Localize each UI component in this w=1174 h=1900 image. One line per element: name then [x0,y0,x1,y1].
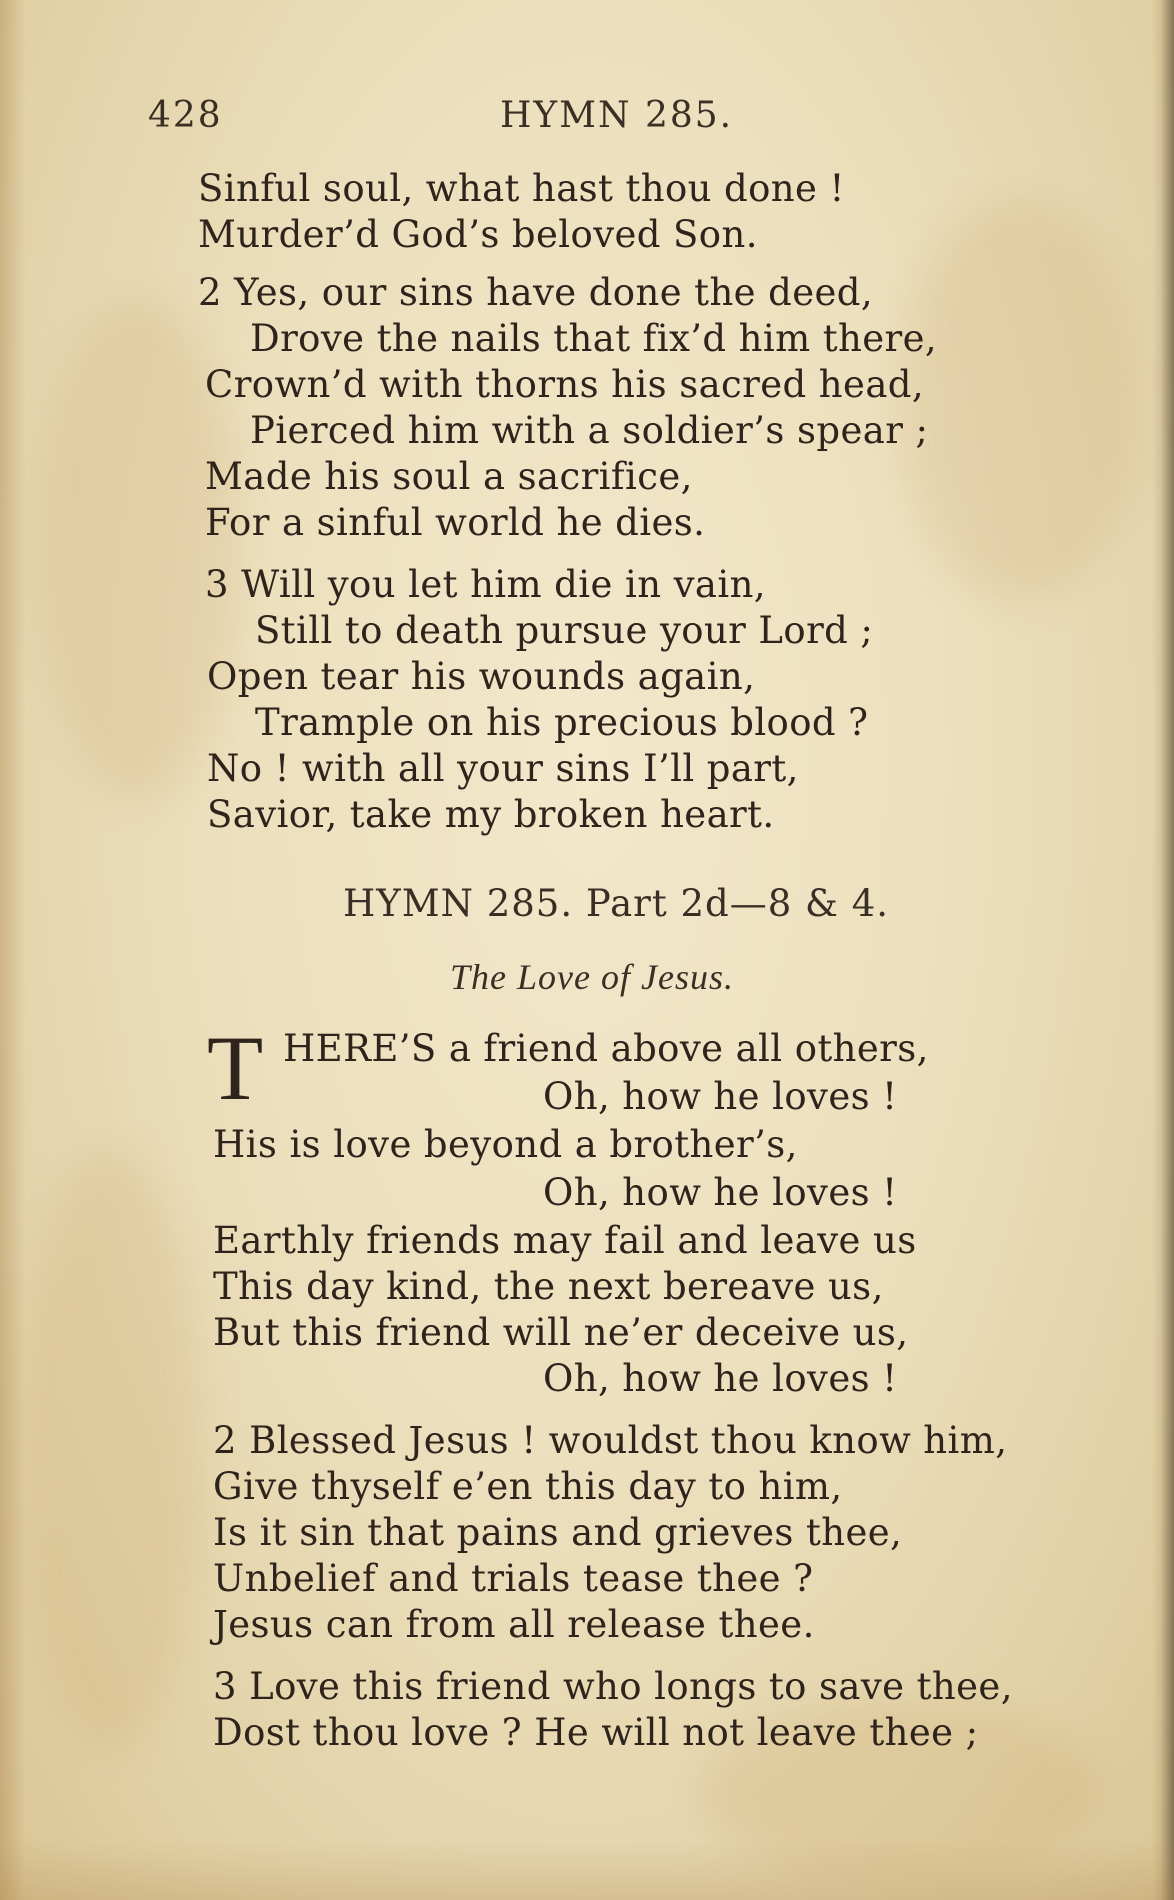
verse-line: Savior, take my broken heart. [207,793,775,836]
verse-line: Dost thou love ? He will not leave thee ; [213,1711,979,1754]
verse-line: This day kind, the next bereave us, [213,1265,884,1308]
verse-line: Give thyself e’en this day to him, [213,1465,843,1508]
verse-line: 3 Will you let him die in vain, [205,563,766,606]
verse-line: Earthly friends may fail and leave us [213,1219,917,1262]
running-title: HYMN 285. [500,95,734,136]
verse-line: 2 Blessed Jesus ! wouldst thou know him, [213,1419,1008,1462]
hymn-title: HYMN 285. Part 2d—8 & 4. [343,882,889,925]
verse-line: For a sinful world he dies. [205,501,706,544]
verse-line: Trample on his precious blood ? [255,701,869,744]
page-number: 428 [148,95,223,136]
verse-line: His is love beyond a brother’s, [213,1123,798,1166]
verse-line: Sinful soul, what hast thou done ! [198,167,845,210]
verse-line: Oh, how he loves ! [543,1357,898,1400]
verse-line: Open tear his wounds again, [207,655,756,698]
verse-line: But this friend will ne’er deceive us, [213,1311,909,1354]
verse-line: Oh, how he loves ! [543,1171,898,1214]
verse-line: Crown’d with thorns his sacred head, [205,363,925,406]
verse-line: Murder’d God’s beloved Son. [198,213,758,256]
verse-line: 2 Yes, our sins have done the deed, [198,271,874,314]
verse-line: Oh, how he loves ! [543,1075,898,1118]
verse-line: Unbelief and trials tease thee ? [213,1557,814,1600]
verse-line: 3 Love this friend who longs to save thee, [213,1665,1013,1708]
page-edge-bottom [0,1840,1174,1900]
page-edge-left [0,0,26,1900]
hymn-subtitle: The Love of Jesus. [450,957,734,997]
paper-stain [20,1150,200,1750]
verse-line: Is it sin that pains and grieves thee, [213,1511,903,1554]
verse-line: Still to death pursue your Lord ; [255,609,874,652]
page-edge-right [1152,0,1174,1900]
verse-line: HERE’S a friend above all others, [283,1027,929,1070]
verse-line: Pierced him with a soldier’s spear ; [250,409,929,452]
verse-line: Jesus can from all release thee. [213,1603,815,1646]
paper-stain [900,200,1140,600]
verse-line: Made his soul a sacrifice, [205,455,693,498]
verse-line: No ! with all your sins I’ll part, [207,747,799,790]
drop-cap: T [207,1017,264,1119]
verse-line: Drove the nails that fix’d him there, [250,317,938,360]
